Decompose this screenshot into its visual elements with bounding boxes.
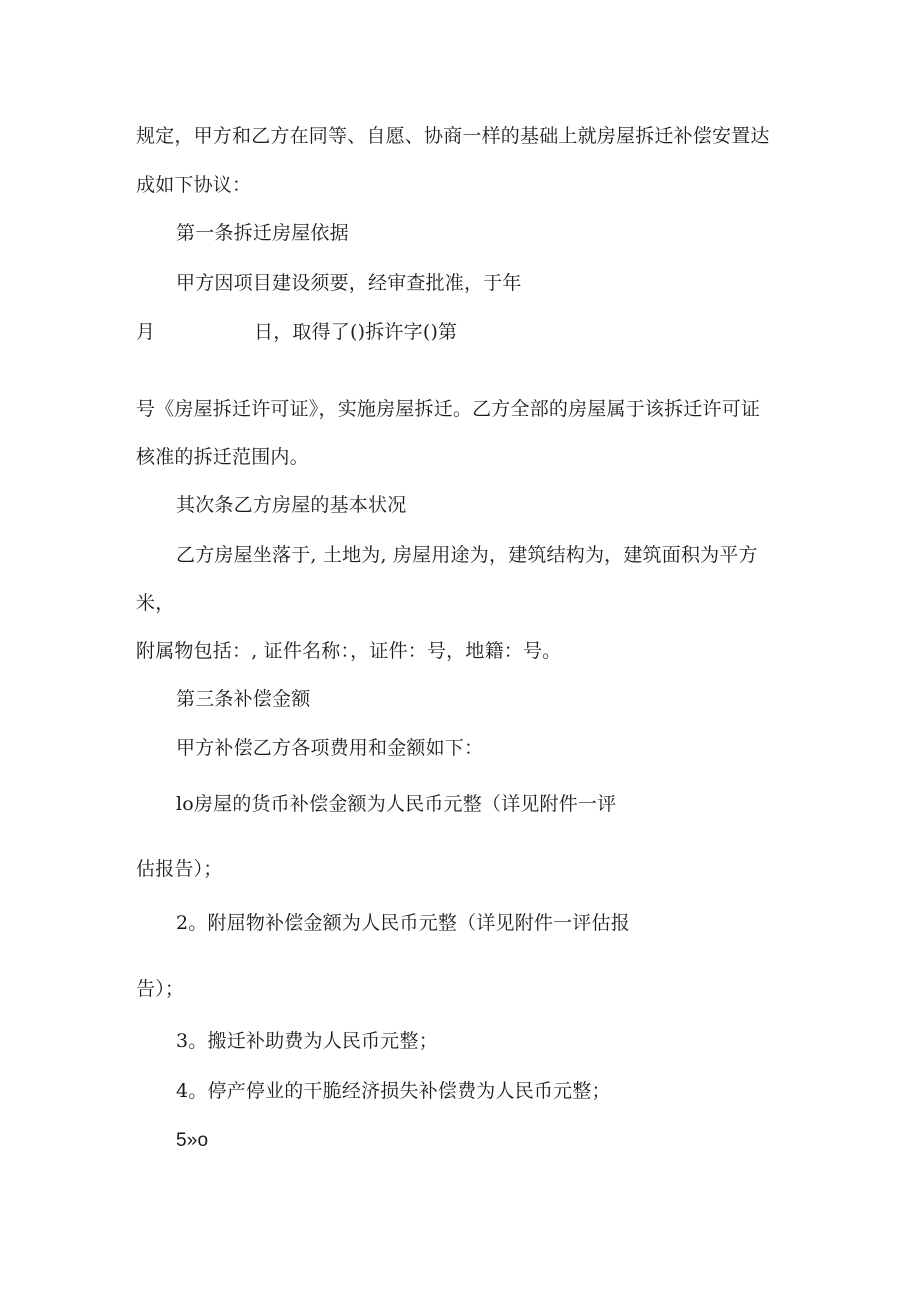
- list-item: 2。附屈物补偿金额为人民币元整（详见附件一评估报: [176, 912, 630, 934]
- paragraph-line: 日，取得了()拆许字()第: [254, 321, 458, 343]
- article-heading: 第一条拆迁房屋依据: [176, 222, 349, 244]
- list-item: 5»o: [176, 1130, 209, 1151]
- paragraph-line: 告）；: [136, 978, 185, 1000]
- paragraph-line: 核准的拆迁范围内。: [136, 446, 309, 468]
- list-item: lo房屋的货币补偿金额为人民币元整（详见附件一评: [176, 793, 617, 815]
- paragraph-line: 米，: [136, 592, 175, 614]
- article-heading: 第三条补偿金额: [176, 688, 311, 710]
- article-heading: 其次条乙方房屋的基本状况: [176, 494, 407, 516]
- paragraph-line: 甲方补偿乙方各项费用和金额如下：: [176, 737, 484, 759]
- list-item: 4。停产停业的干脆经济损失补偿费为人民币元整；: [176, 1080, 611, 1102]
- paragraph-line: 估报告）；: [136, 858, 223, 880]
- paragraph-line: 规定，甲方和乙方在同等、自愿、协商一样的基础上就房屋拆迁补偿安置达: [136, 125, 770, 147]
- paragraph-line: 号《房屋拆迁许可证》，实施房屋拆迁。乙方全部的房屋属于该拆迁许可证: [136, 398, 761, 420]
- paragraph-line: 附属物包括：, 证件名称：，证件：号，地籍：号。: [136, 640, 562, 662]
- paragraph-line: 甲方因项目建设须要，经审查批准，于年: [176, 272, 522, 294]
- paragraph-line: 乙方房屋坐落于, 土地为, 房屋用途为，建筑结构为，建筑面积为平方: [176, 544, 758, 566]
- paragraph-line: 成如下协议：: [136, 174, 252, 196]
- paragraph-line: 月: [136, 321, 156, 343]
- list-item: 3。搬迁补助费为人民币元整；: [176, 1030, 438, 1052]
